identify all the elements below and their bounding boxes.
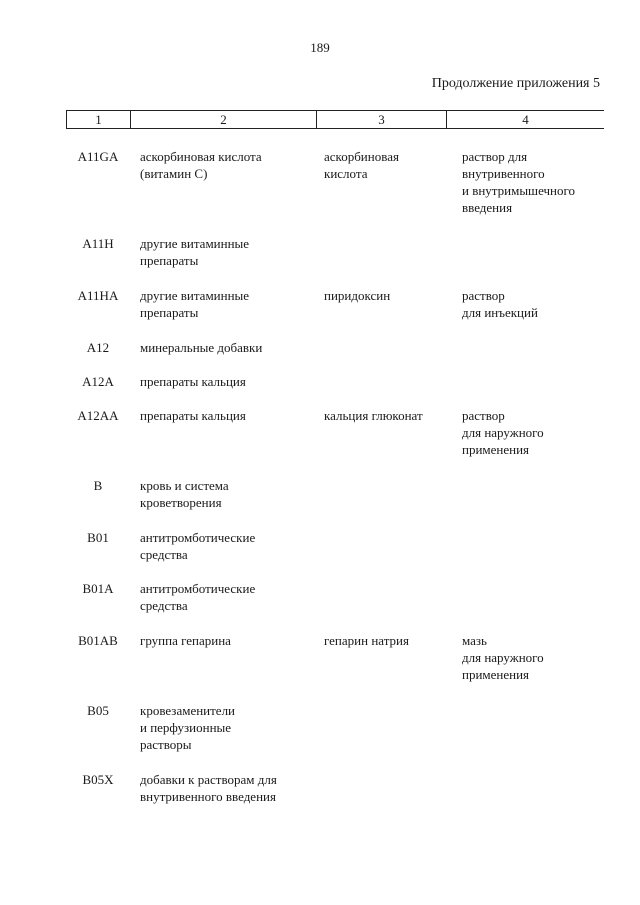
row-code: A12AA <box>77 408 119 423</box>
row-form: раствор для наружного применения <box>462 408 544 457</box>
row-group: препараты кальция <box>140 374 246 389</box>
row-code: B01AB <box>78 633 118 648</box>
header-col-4: 4 <box>446 111 604 128</box>
row-group: минеральные добавки <box>140 340 263 355</box>
row-code: A11GA <box>77 149 119 164</box>
row-code: B05 <box>87 703 109 718</box>
page-number: 189 <box>310 40 330 55</box>
row-group: аскорбиновая кислота (витамин С) <box>140 149 262 181</box>
header-col-3: 3 <box>316 111 446 128</box>
row-group: антитромботические средства <box>140 581 256 613</box>
continuation-label: Продолжение приложения 5 <box>431 76 600 91</box>
row-form: раствор для инъекций <box>462 288 538 320</box>
row-code: A11H <box>82 236 114 251</box>
row-code: A11HA <box>77 288 119 303</box>
table-header <box>66 110 604 129</box>
row-form: раствор для внутривенного и внутримышечного введения <box>462 149 576 215</box>
row-group: группа гепарина <box>140 633 231 648</box>
row-group: препараты кальция <box>140 408 246 423</box>
row-code: B05X <box>82 772 114 787</box>
row-substance: пиридоксин <box>324 288 391 303</box>
header-col-2: 2 <box>130 111 316 128</box>
row-group: кровь и система кроветворения <box>140 478 229 510</box>
row-code: A12A <box>82 374 114 389</box>
header-col-1: 1 <box>66 111 130 128</box>
row-substance: гепарин натрия <box>324 633 409 648</box>
row-group: антитромботические средства <box>140 530 256 562</box>
row-form: мазь для наружного применения <box>462 633 544 682</box>
row-group: добавки к растворам для внутривенного введения <box>140 772 277 804</box>
row-group: кровезаменители и перфузионные растворы <box>140 703 236 752</box>
row-code: B01A <box>82 581 114 596</box>
row-group: другие витаминные препараты <box>140 288 250 320</box>
row-code: B01 <box>87 530 109 545</box>
row-code: B <box>93 478 103 493</box>
row-substance: аскорбиновая кислота <box>324 149 399 181</box>
row-code: A12 <box>86 340 110 355</box>
row-substance: кальция глюконат <box>324 408 423 423</box>
row-group: другие витаминные препараты <box>140 236 250 268</box>
